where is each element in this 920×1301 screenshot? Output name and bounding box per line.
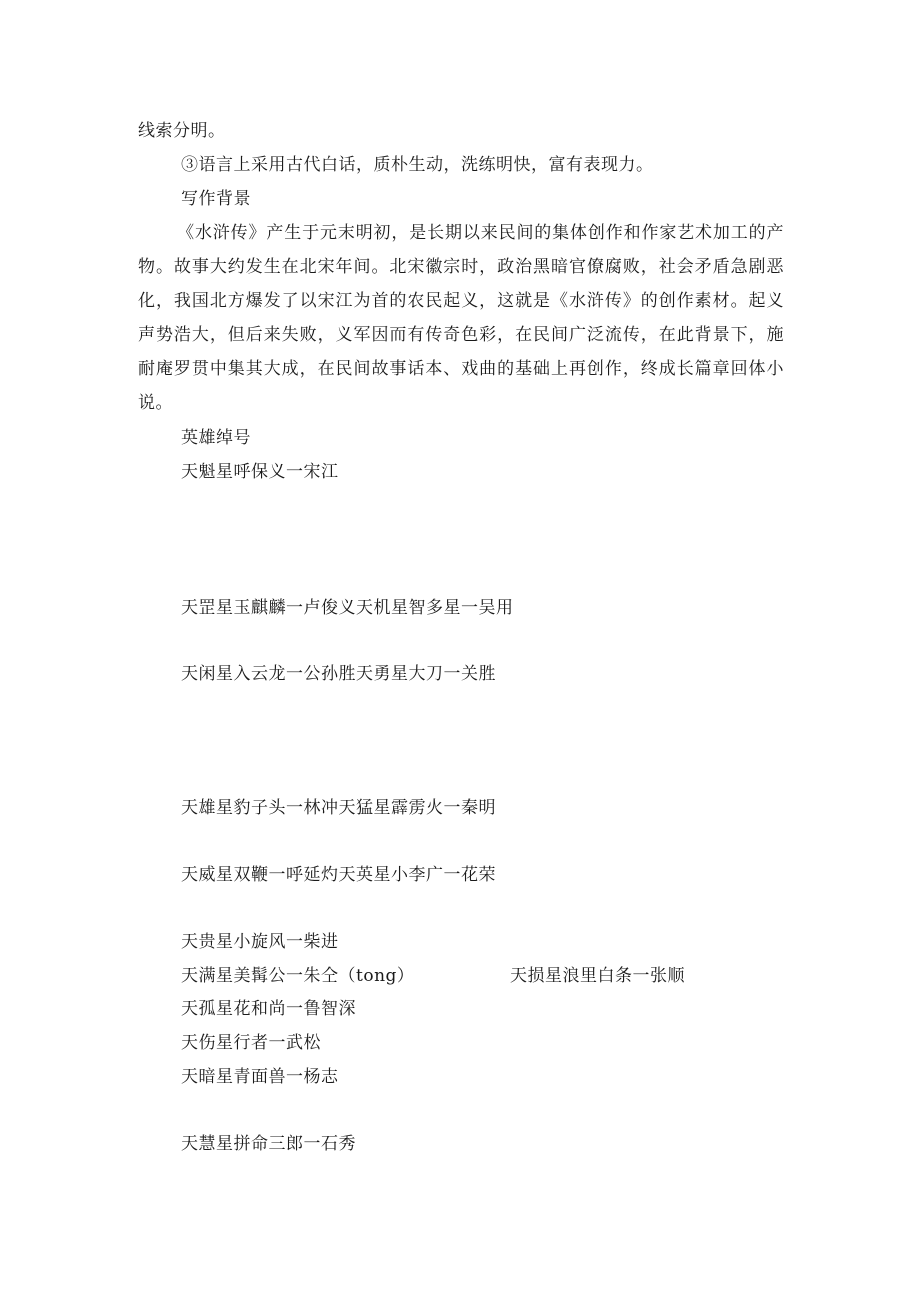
hero-line: 天罡星玉麒麟一卢俊义天机星智多星一吴用: [181, 598, 514, 618]
background-paragraph: 《水浒传》产生于元末明初，是长期以来民间的集体创作和作家艺术加工的产物。故事大约发生在北宋年间。北宋徽宗时，政治黑暗官僚腐败，社会矛盾急剧恶化，我国北方爆发了以宋江为首的农民起义，这就是《水浒传》的创作素材。起义声势浩大，但后来失败，义军因而有传奇色彩，在民间广泛流传，在此背景下，施耐庵罗贯中集其大成，在民间故事话本、戏曲的基础上再创作，终成长篇章回体小说。: [138, 223, 784, 413]
hero-line: 天魁星呼保义一宋江: [181, 462, 339, 482]
hero-line: 天孤星花和尚一鲁智深: [181, 999, 356, 1019]
hero-line: 天雄星豹子头一林冲天猛星霹雳火一秦明: [181, 798, 496, 818]
hero-line: 天满星美髯公一朱仝（tong）: [181, 966, 415, 986]
hero-line: 天损星浪里白条一张顺: [510, 966, 685, 986]
heroes-heading: 英雄绰号: [181, 428, 251, 448]
hero-line: 天暗星青面兽一杨志: [181, 1067, 339, 1087]
hero-line: 天贵星小旋风一柴进: [181, 932, 339, 952]
continued-line: 线索分明。: [138, 121, 226, 141]
point-3-text: ③语言上采用古代白话，质朴生动，洗练明快，富有表现力。: [181, 155, 654, 175]
hero-line: 天慧星拼命三郎一石秀: [181, 1134, 356, 1154]
hero-line: 天闲星入云龙一公孙胜天勇星大刀一关胜: [181, 664, 496, 684]
background-heading: 写作背景: [181, 189, 251, 209]
hero-line: 天伤星行者一武松: [181, 1033, 321, 1053]
hero-line: 天威星双鞭一呼延灼天英星小李广一花荣: [181, 865, 496, 885]
